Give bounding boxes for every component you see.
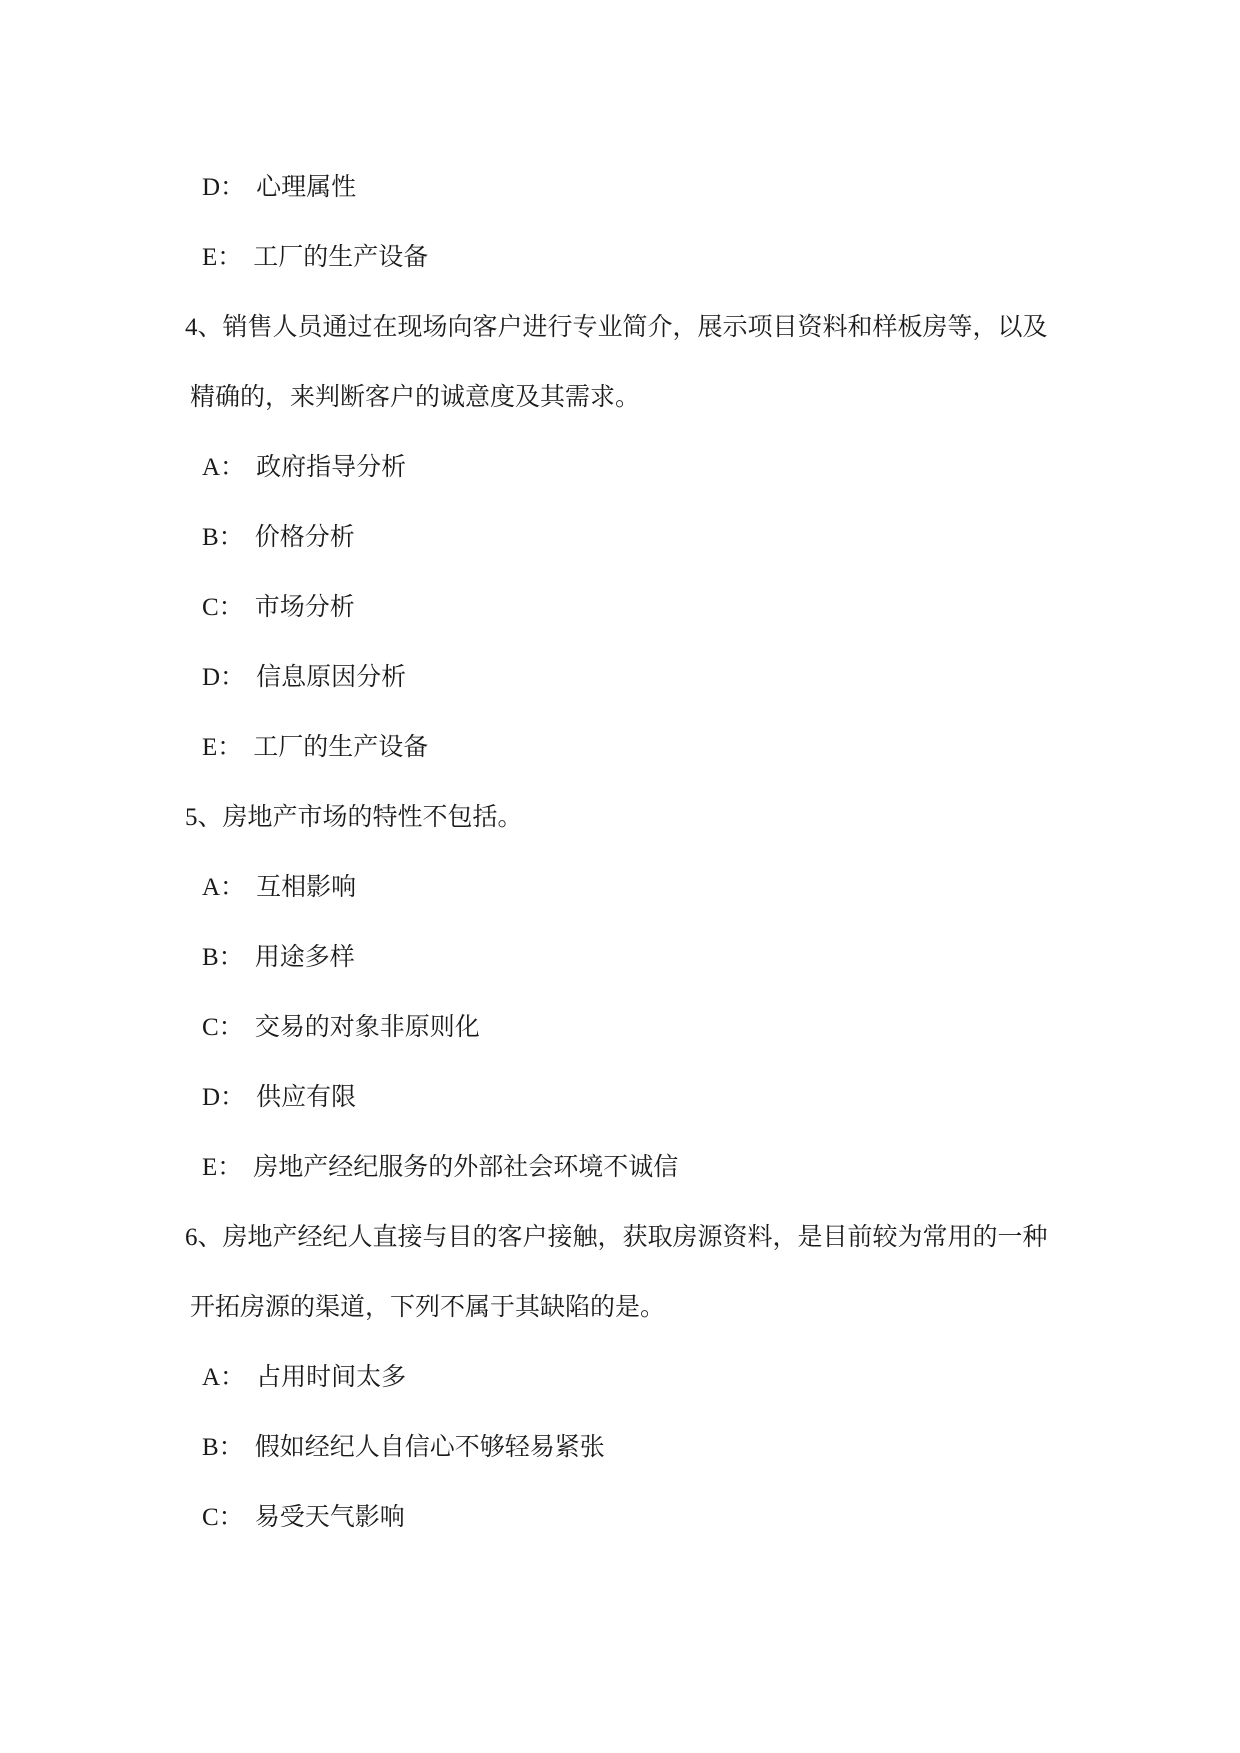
option-label: A： — [202, 874, 246, 901]
option-label: E： — [202, 244, 243, 271]
option-text: 价格分析 — [254, 524, 355, 551]
option-line — [0, 503, 1240, 573]
option-label: B： — [202, 944, 244, 971]
option-text: 易受天气影响 — [254, 1504, 405, 1531]
question-4-line-2: 精确的，来判断客户的诚意度及其需求。 — [190, 384, 641, 411]
question-5-line-1: 5、房地产市场的特性不包括。 — [185, 804, 523, 831]
option-text: 市场分析 — [254, 594, 355, 621]
option-text: 政府指导分析 — [256, 454, 407, 481]
option-label: C： — [202, 1014, 244, 1041]
option-line — [0, 223, 1240, 293]
option-text: 工厂的生产设备 — [253, 244, 429, 271]
option-label: D： — [202, 1084, 246, 1111]
option-text: 房地产经纪服务的外部社会环境不诚信 — [253, 1154, 679, 1181]
question-6-line-2: 开拓房源的渠道，下列不属于其缺陷的是。 — [190, 1294, 666, 1321]
option-line — [0, 853, 1240, 923]
option-text: 占用时间太多 — [256, 1364, 407, 1391]
option-text: 交易的对象非原则化 — [254, 1014, 480, 1041]
option-line — [0, 1133, 1240, 1203]
option-text: 信息原因分析 — [256, 664, 407, 691]
option-text: 供应有限 — [256, 1084, 357, 1111]
option-text: 工厂的生产设备 — [253, 734, 429, 761]
option-line — [0, 1483, 1240, 1553]
option-line — [0, 993, 1240, 1063]
option-label: D： — [202, 174, 246, 201]
option-label: C： — [202, 1504, 244, 1531]
option-line — [0, 1343, 1240, 1413]
option-label: B： — [202, 524, 244, 551]
option-label: E： — [202, 1154, 243, 1181]
option-text: 假如经纪人自信心不够轻易紧张 — [254, 1434, 605, 1461]
option-label: A： — [202, 1364, 246, 1391]
question-4-line-1: 4、销售人员通过在现场向客户进行专业简介，展示项目资料和样板房等，以及 — [185, 314, 1048, 341]
option-text: 用途多样 — [254, 944, 355, 971]
option-line — [0, 1063, 1240, 1133]
option-line — [0, 643, 1240, 713]
option-line — [0, 713, 1240, 783]
option-text: 心理属性 — [256, 174, 357, 201]
option-label: A： — [202, 454, 246, 481]
option-label: B： — [202, 1434, 244, 1461]
option-line — [0, 923, 1240, 993]
option-line — [0, 573, 1240, 643]
option-line — [0, 1413, 1240, 1483]
question-6-line-1: 6、房地产经纪人直接与目的客户接触，获取房源资料，是目前较为常用的一种 — [185, 1224, 1048, 1251]
option-label: D： — [202, 664, 246, 691]
option-text: 互相影响 — [256, 874, 357, 901]
option-line — [0, 433, 1240, 503]
option-line — [0, 153, 1240, 223]
option-label: E： — [202, 734, 243, 761]
option-label: C： — [202, 594, 244, 621]
